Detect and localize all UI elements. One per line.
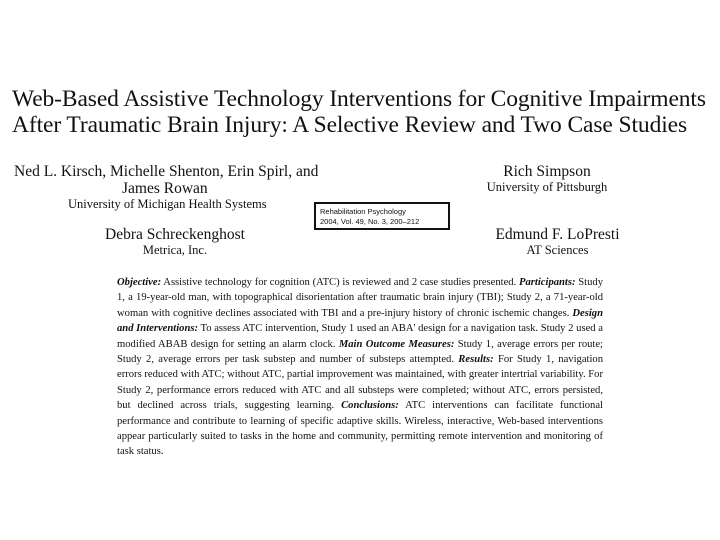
author-names: Rich Simpson xyxy=(503,163,591,180)
paper-title xyxy=(12,86,712,138)
objective-text: Assistive technology for cognition (ATC) is reviewed and 2 case studies presented. xyxy=(161,277,520,288)
author-affiliation: University of Michigan Health Systems xyxy=(68,197,267,211)
author-group-at-sciences xyxy=(455,226,660,258)
design-text: To assess ATC intervention, Study 1 used an ABA' design for a navigation task. Study 2 used a modified ABAB design for setting an alarm clock. xyxy=(117,323,603,350)
author-affiliation: University of Pittsburgh xyxy=(486,180,608,194)
author-names: Debra Schreckenghost xyxy=(105,226,245,243)
measures-text: Study 1, average errors per route; Study 2, average errors per task substep and number of substeps attempted. xyxy=(117,338,603,366)
author-group-metrica xyxy=(70,226,280,258)
results-label: Results: xyxy=(458,354,494,366)
objective-label: Objective: xyxy=(117,277,162,288)
journal-name: Rehabilitation Psychology xyxy=(320,207,406,216)
author-affiliation: Metrica, Inc. xyxy=(142,243,208,257)
participants-label: Participants: xyxy=(519,277,576,288)
author-group-michigan xyxy=(14,163,334,212)
conclusions-text: ATC interventions can facilitate functional performance and contribute to learning of specific adaptive skills. Wireless, interactive, Web-based interventions appear particularly suited to tasks in the home and community, permitting remote intervention and monitoring of task status. xyxy=(117,400,604,458)
title-line-1: Web-Based Assistive Technology Interventions for Cognitive Impairments xyxy=(12,86,706,112)
abstract xyxy=(117,275,603,460)
journal-citation-box xyxy=(314,202,450,230)
results-text: For Study 1, navigation errors reduced with ATC; without ATC, partial improvement was maintained, with greater intertrial variability. For Study 2, performance errors reduced with ATC and all substeps were completed; without ATC, errors persisted, but declined across trials, suggesting learning. xyxy=(117,354,604,412)
title-line-2: After Traumatic Brain Injury: A Selective Review and Two Case Studies xyxy=(12,112,688,138)
author-names: Ned L. Kirsch, Michelle Shenton, Erin Spirl, and xyxy=(14,163,319,180)
measures-label: Main Outcome Measures: xyxy=(338,338,455,350)
author-affiliation: AT Sciences xyxy=(526,243,589,257)
author-names: Edmund F. LoPresti xyxy=(495,226,620,243)
conclusions-label: Conclusions: xyxy=(341,400,399,412)
author-group-pittsburgh xyxy=(462,163,632,195)
author-names-continued: James Rowan xyxy=(122,180,208,197)
participants-text: Study 1, a 19-year-old man, with topographical disorientation after traumatic brain injury (TBI); Study 2, a 71-year-old woman with cognitive declines associated with TBI and a pre-injury history of chronic ischemic changes. xyxy=(117,277,604,319)
journal-details: 2004, Vol. 49, No. 3, 200–212 xyxy=(320,217,420,226)
design-label: Design and Interventions: xyxy=(117,307,603,335)
